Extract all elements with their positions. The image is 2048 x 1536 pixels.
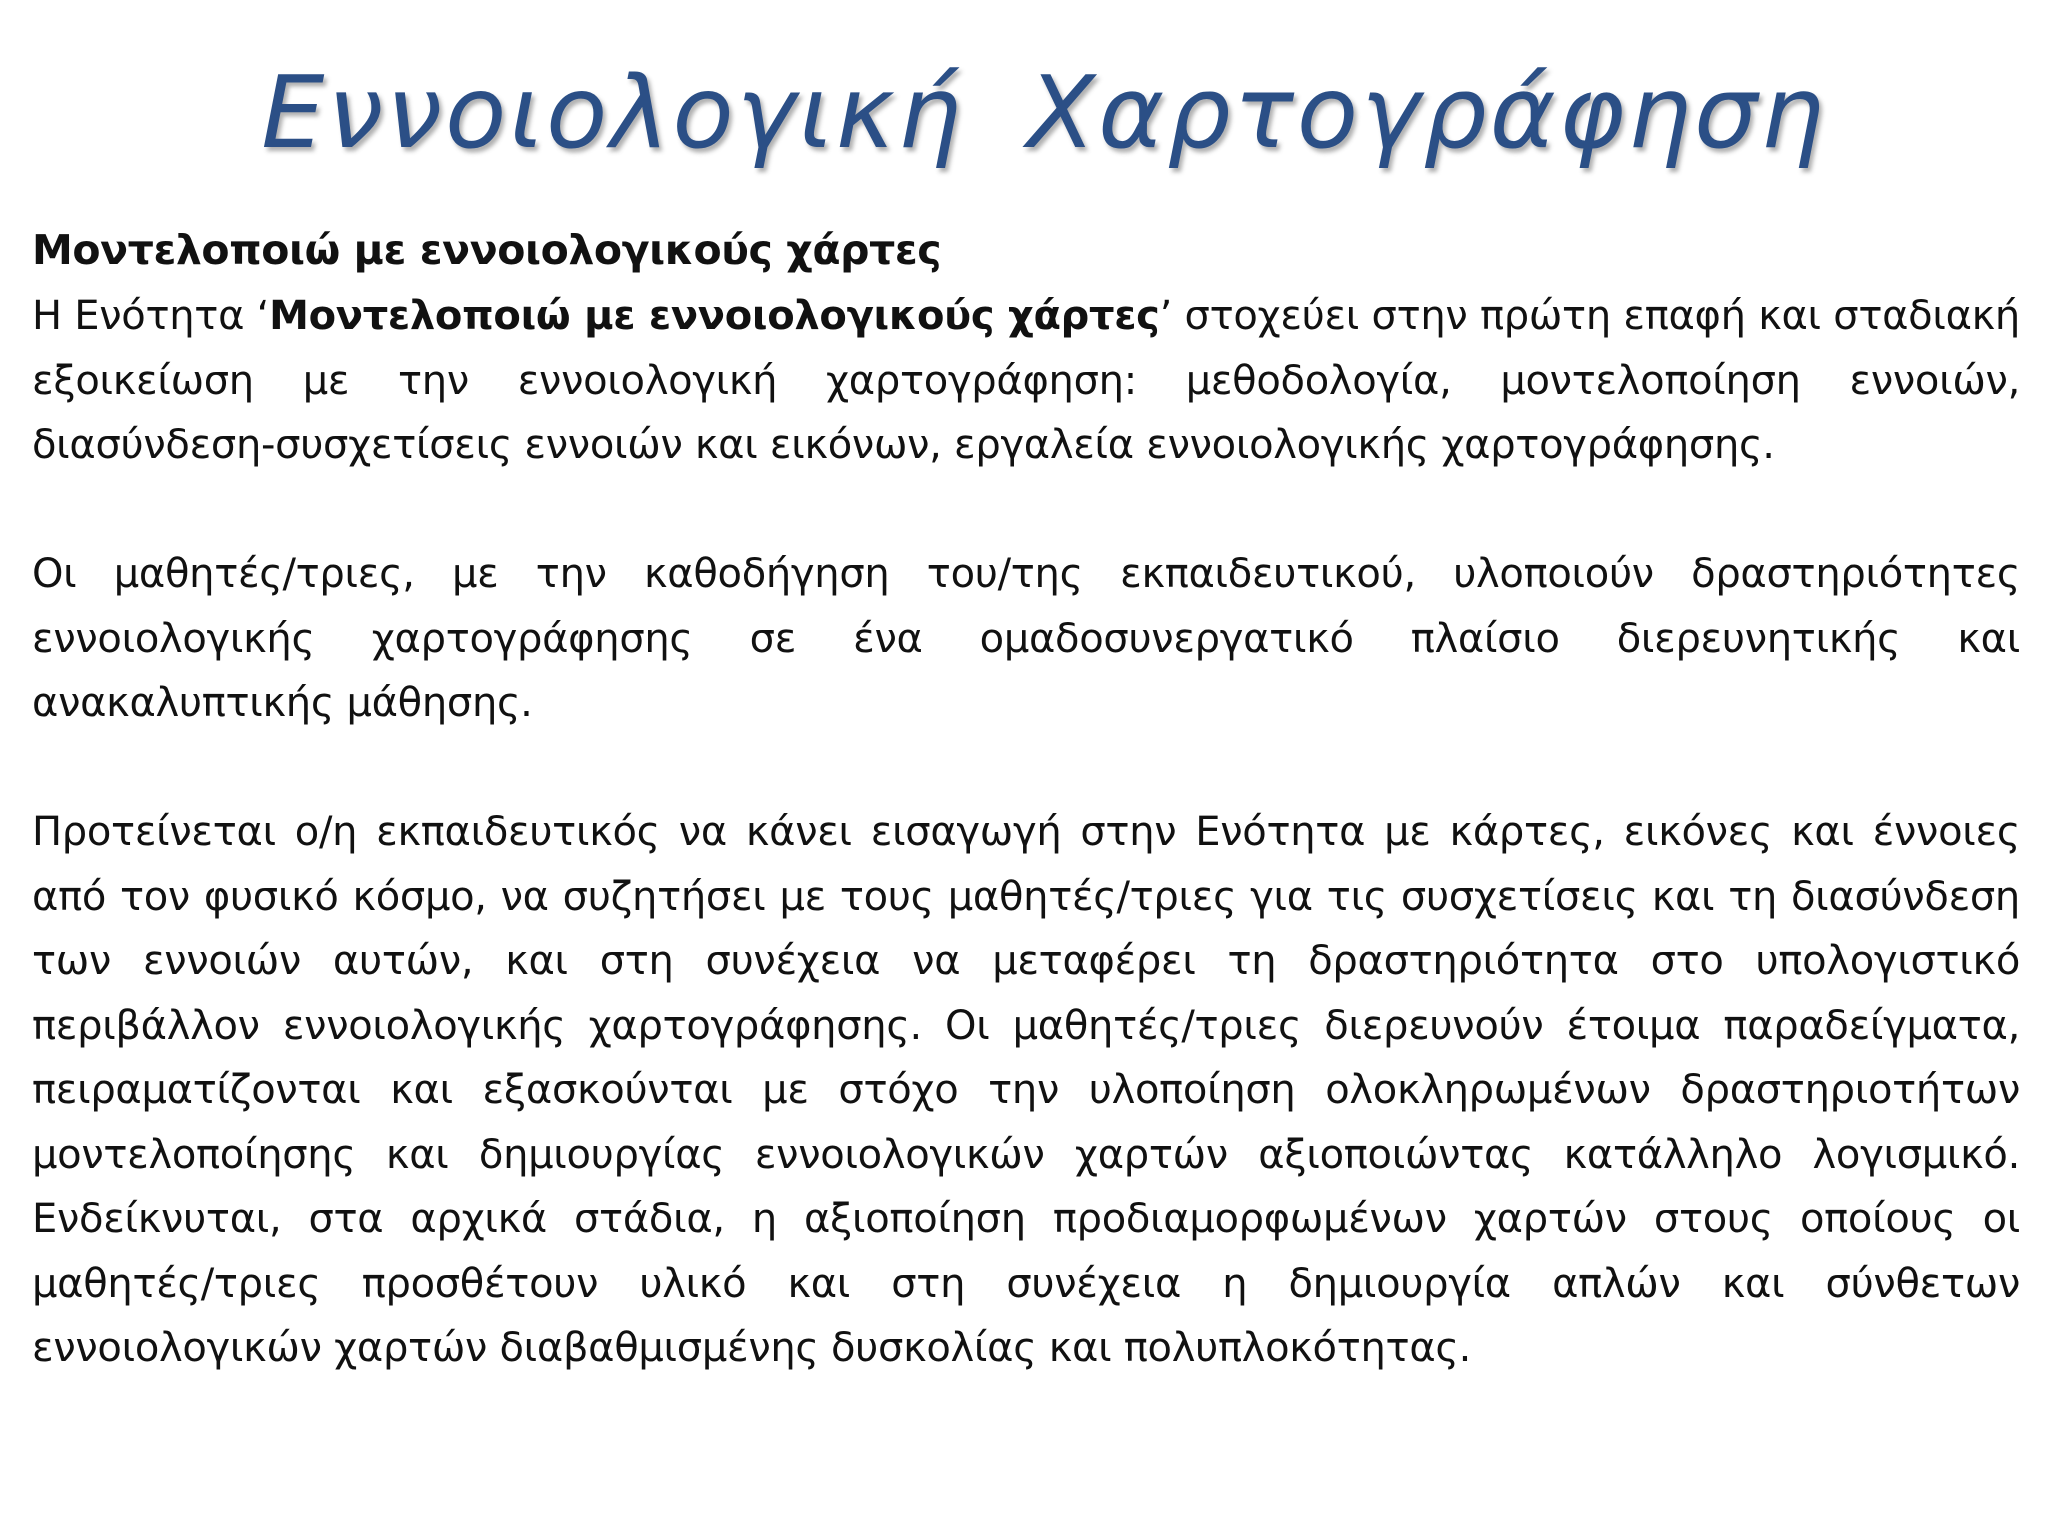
slide-content — [32, 218, 2020, 1381]
section-heading: Μοντελοποιώ με εννοιολογικούς χάρτες — [32, 226, 942, 274]
paragraph-intro-prefix: Η Ενότητα ‘ — [32, 293, 270, 339]
paragraph-students: Οι μαθητές/τριες, με την καθοδήγηση του/της εκπαιδευτικού, υλοποιούν δραστηριότητες εννοιολογικής χαρτογράφησης σε ένα ομαδοσυνεργατικό πλαίσιο διερευνητικής και ανακαλυπτικής μάθησης. — [32, 551, 2020, 726]
paragraph-intro-text: ’ στοχεύει στην πρώτη επαφή και σταδιακή εξοικείωση με την εννοιολογική χαρτογράφηση: μεθοδολογία, μοντελοποίηση εννοιών, διασύνδεση-συσχετίσεις εννοιών και εικόνων, εργαλεία εννοιολογικής χαρτογράφησης. — [32, 293, 2020, 468]
paragraph-intro — [32, 284, 2020, 478]
paragraph-teacher: Προτείνεται ο/η εκπαιδευτικός να κάνει εισαγωγή στην Ενότητα με κάρτες, εικόνες και έννοιες από τον φυσικό κόσμο, να συζητήσει με τους μαθητές/τριες για τις συσχετίσεις και τη διασύνδεση των εννοιών αυτών, και στη συνέχεια να μεταφέρει τη δραστηριότητα στο υπολογιστικό περιβάλλον εννοιολογικής χαρτογράφησης. Οι μαθητές/τριες διερευνούν έτοιμα παραδείγματα, πειραματίζονται και εξασκούνται με στόχο την υλοποίηση ολοκληρωμένων δραστηριοτήτων μοντελοποίησης και δημιουργίας εννοιολογικών χαρτών αξιοποιώντας κατάλληλο λογισμικό. Ενδείκνυται, στα αρχικά στάδια, η αξιοποίηση προδιαμορφωμένων χαρτών στους οποίους οι μαθητές/τριες προσθέτουν υλικό και στη συνέχεια η δημιουργία απλών και σύνθετων εννοιολογικών χαρτών διαβαθμισμένης δυσκολίας και πολυπλοκότητας. — [32, 809, 2020, 1371]
slide-title: Εννοιολογική Χαρτογράφηση — [261, 54, 1827, 171]
paragraph-intro-bold: Μοντελοποιώ με εννοιολογικούς χάρτες — [269, 293, 1160, 339]
